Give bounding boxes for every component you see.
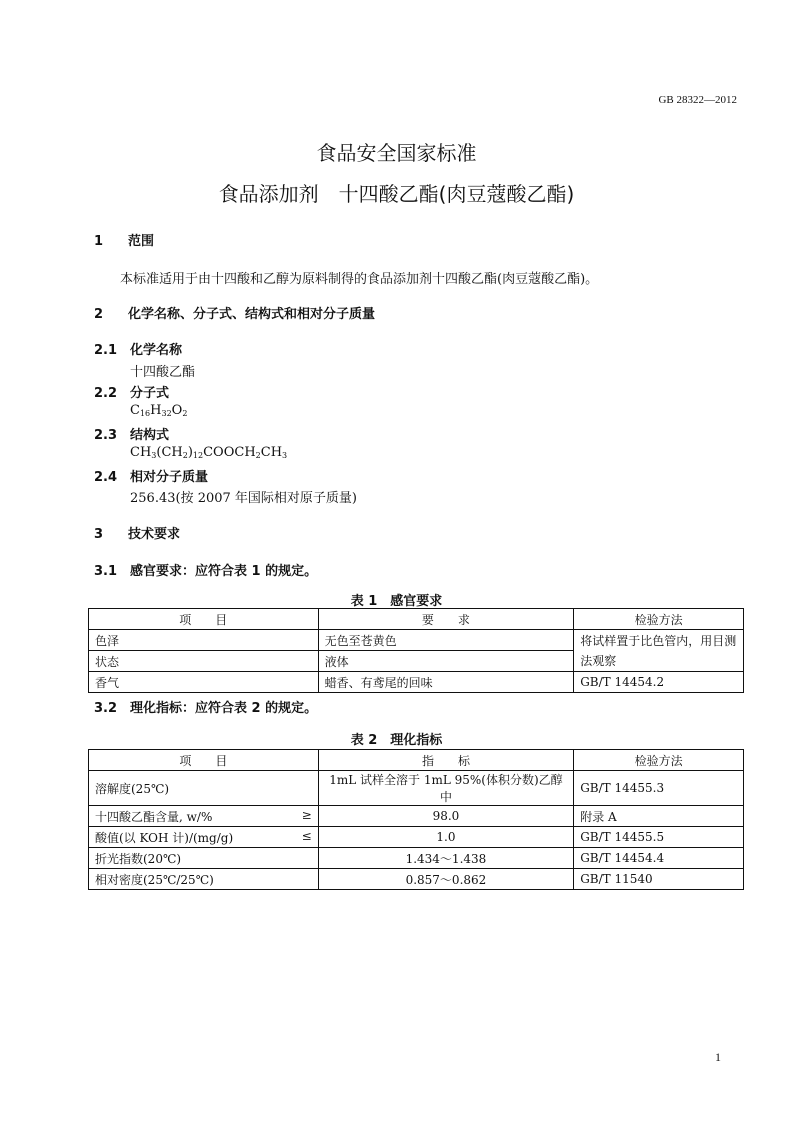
table-cell: GB/T 14454.4 bbox=[574, 848, 744, 869]
chemical-name: 十四酸乙酯 bbox=[130, 365, 196, 380]
section-title: 范围 bbox=[128, 234, 155, 249]
table-cell: GB/T 14454.2 bbox=[574, 672, 744, 693]
section-2-2-heading bbox=[94, 382, 169, 401]
standard-code: GB 28322—2012 bbox=[658, 94, 737, 106]
table-row bbox=[89, 827, 744, 848]
table-cell: GB/T 11540 bbox=[574, 869, 744, 890]
table-cell: 无色至苍黄色 bbox=[318, 630, 574, 651]
table-row bbox=[89, 848, 744, 869]
page-subtitle: 食品添加剂 十四酸乙酯(肉豆蔻酸乙酯) bbox=[218, 182, 575, 206]
table-row bbox=[89, 630, 744, 651]
table-cell: 香气 bbox=[89, 672, 319, 693]
comparison-symbol: ≤ bbox=[301, 828, 312, 843]
page-title: 食品安全国家标准 bbox=[316, 141, 477, 165]
section-number: 2.3 bbox=[94, 428, 118, 443]
table-cell: GB/T 14455.3 bbox=[574, 771, 744, 806]
section-number: 3.2 bbox=[94, 701, 118, 716]
table-cell bbox=[89, 869, 319, 890]
table-1-sensory bbox=[88, 608, 744, 693]
comparison-symbol: ≥ bbox=[301, 807, 312, 822]
molecular-weight: 256.43(按 2007 年国际相对原子质量) bbox=[130, 491, 357, 506]
table-cell: 状态 bbox=[89, 651, 319, 672]
table-cell bbox=[89, 827, 319, 848]
section-3-1-heading bbox=[94, 560, 317, 579]
table-cell: 98.0 bbox=[318, 806, 574, 827]
section-1-heading bbox=[94, 230, 154, 249]
table-cell: GB/T 14455.5 bbox=[574, 827, 744, 848]
structural-formula: $CH_3(CH_2)_{12}COOCH_2CH_3$ bbox=[130, 445, 288, 460]
section-2-4-heading bbox=[94, 466, 208, 485]
table-row bbox=[89, 869, 744, 890]
table-cell: 液体 bbox=[318, 651, 574, 672]
section-number: 2 bbox=[94, 307, 104, 322]
section-title: 技术要求 bbox=[128, 527, 181, 542]
table-header-row bbox=[89, 609, 744, 630]
section-title: 感官要求：应符合表 1 的规定。 bbox=[130, 564, 318, 579]
table-cell: 1mL 试样全溶于 1mL 95%(体积分数)乙醇中 bbox=[318, 771, 574, 806]
column-header: 要 求 bbox=[318, 609, 574, 630]
table-cell bbox=[89, 848, 319, 869]
section-2-3-heading bbox=[94, 424, 169, 443]
section-title: 理化指标：应符合表 2 的规定。 bbox=[130, 701, 318, 716]
item-label: 折光指数(20℃) bbox=[95, 851, 182, 866]
item-label: 十四酸乙酯含量, w/% bbox=[95, 809, 213, 824]
section-number: 2.2 bbox=[94, 386, 118, 401]
column-header: 检验方法 bbox=[574, 609, 744, 630]
table-cell-merged: 将试样置于比色管内，用目测法观察 bbox=[574, 630, 744, 672]
table-cell bbox=[89, 806, 319, 827]
section-number: 3.1 bbox=[94, 564, 118, 579]
molecular-formula: $C_{16}H_{32}O_2$ bbox=[130, 403, 188, 418]
table-header-row bbox=[89, 750, 744, 771]
column-header: 指 标 bbox=[318, 750, 574, 771]
table-1-caption: 表 1 感官要求 bbox=[350, 594, 443, 609]
table-cell: 蜡香、有鸢尾的回味 bbox=[318, 672, 574, 693]
item-label: 相对密度(25℃/25℃) bbox=[95, 872, 214, 887]
section-number: 2.4 bbox=[94, 470, 118, 485]
section-title: 化学名称、分子式、结构式和相对分子质量 bbox=[128, 307, 376, 322]
section-title: 相对分子质量 bbox=[130, 470, 209, 485]
section-number: 1 bbox=[94, 234, 104, 249]
section-3-heading bbox=[94, 523, 180, 542]
table-cell: 1.434～1.438 bbox=[318, 848, 574, 869]
section-1-text: 本标准适用于由十四酸和乙醇为原料制得的食品添加剂十四酸乙酯(肉豆蔻酸乙酯)。 bbox=[120, 272, 599, 287]
section-number: 3 bbox=[94, 527, 104, 542]
section-2-heading bbox=[94, 303, 375, 322]
column-header: 项 目 bbox=[89, 609, 319, 630]
section-title: 化学名称 bbox=[130, 343, 183, 358]
table-cell: 1.0 bbox=[318, 827, 574, 848]
table-cell: 0.857～0.862 bbox=[318, 869, 574, 890]
table-cell: 附录 A bbox=[574, 806, 744, 827]
section-2-1-heading bbox=[94, 339, 182, 358]
table-cell: 色泽 bbox=[89, 630, 319, 651]
table-cell bbox=[89, 771, 319, 806]
table-row bbox=[89, 771, 744, 806]
column-header: 项 目 bbox=[89, 750, 319, 771]
section-title: 分子式 bbox=[130, 386, 170, 401]
section-number: 2.1 bbox=[94, 343, 118, 358]
item-label: 溶解度(25℃) bbox=[95, 781, 170, 796]
section-title: 结构式 bbox=[130, 428, 170, 443]
column-header: 检验方法 bbox=[574, 750, 744, 771]
table-row bbox=[89, 672, 744, 693]
page-number: 1 bbox=[715, 1050, 721, 1064]
item-label: 酸值(以 KOH 计)/(mg/g) bbox=[95, 830, 234, 845]
section-3-2-heading bbox=[94, 697, 317, 716]
table-2-caption: 表 2 理化指标 bbox=[350, 733, 443, 748]
table-2-physicochemical bbox=[88, 749, 744, 890]
table-row bbox=[89, 806, 744, 827]
